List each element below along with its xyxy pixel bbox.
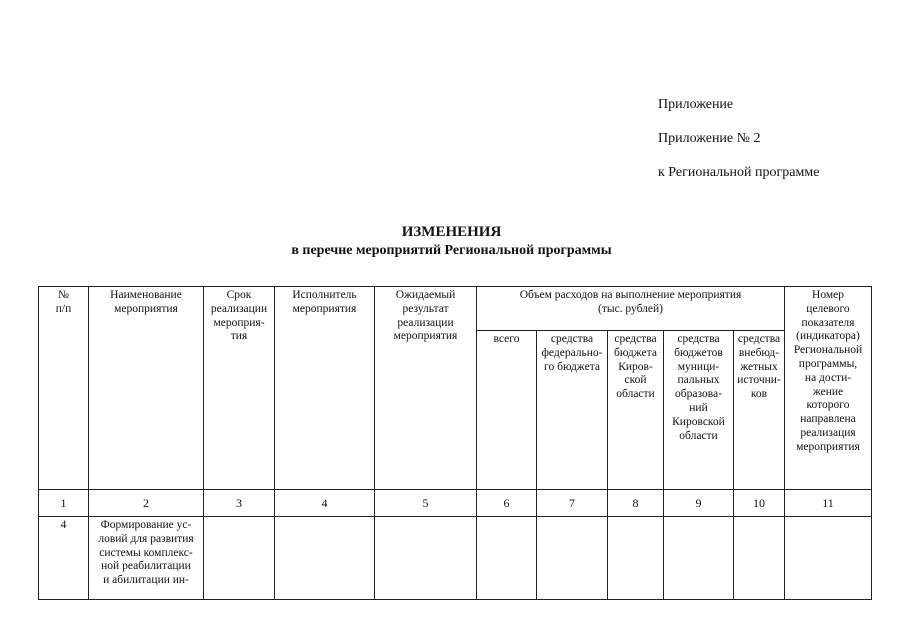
header-extrabudget: средства внебюд- жетных источни- ков: [734, 331, 785, 490]
row-executor: [275, 517, 375, 600]
column-number: 11: [785, 490, 872, 517]
row-extrabudget: [734, 517, 785, 600]
header-regional: средства бюджета Киров- ской области: [608, 331, 664, 490]
header-executor: Исполнитель мероприятия: [275, 287, 375, 490]
column-number: 1: [39, 490, 89, 517]
header-total: всего: [477, 331, 537, 490]
row-regional: [608, 517, 664, 600]
header-federal: средства федерально- го бюджета: [537, 331, 608, 490]
annex-number: Приложение № 2: [658, 131, 761, 146]
row-num: 4: [39, 517, 89, 600]
column-number: 4: [275, 490, 375, 517]
column-number: 8: [608, 490, 664, 517]
column-number: 2: [89, 490, 204, 517]
header-result: Ожидаемый результат реализации мероприятия: [375, 287, 477, 490]
measures-table: [38, 286, 872, 600]
document-subtitle: в перечне мероприятий Региональной программы: [291, 243, 612, 258]
column-number: 3: [204, 490, 275, 517]
row-term: [204, 517, 275, 600]
header-name: Наименование мероприятия: [89, 287, 204, 490]
row-municipal: [664, 517, 734, 600]
column-number: 9: [664, 490, 734, 517]
header-municipal: средства бюджетов муници- пальных образова- ний Кировской области: [664, 331, 734, 490]
column-number: 6: [477, 490, 537, 517]
header-term: Срок реализации мероприя- тия: [204, 287, 275, 490]
row-federal: [537, 517, 608, 600]
column-number: 7: [537, 490, 608, 517]
document-title: ИЗМЕНЕНИЯ: [401, 224, 502, 240]
header-num: № п/п: [39, 287, 89, 490]
annex-reference: к Региональной программе: [658, 165, 820, 180]
column-number: 5: [375, 490, 477, 517]
row-result: [375, 517, 477, 600]
row-name: Формирование ус- ловий для развития системы комплекс- ной реабилитации и абилитации ин-: [89, 517, 204, 600]
header-indicator: Номер целевого показателя (индикатора) Региональной программы, на дости- жение которого направлена реализация мероприятия: [785, 287, 872, 490]
row-indicator: [785, 517, 872, 600]
row-total: [477, 517, 537, 600]
annex-label: Приложение: [658, 97, 734, 112]
column-number: 10: [734, 490, 785, 517]
header-expenses: Объем расходов на выполнение мероприятия (тыс. рублей): [477, 287, 785, 331]
table-row: [39, 517, 872, 600]
